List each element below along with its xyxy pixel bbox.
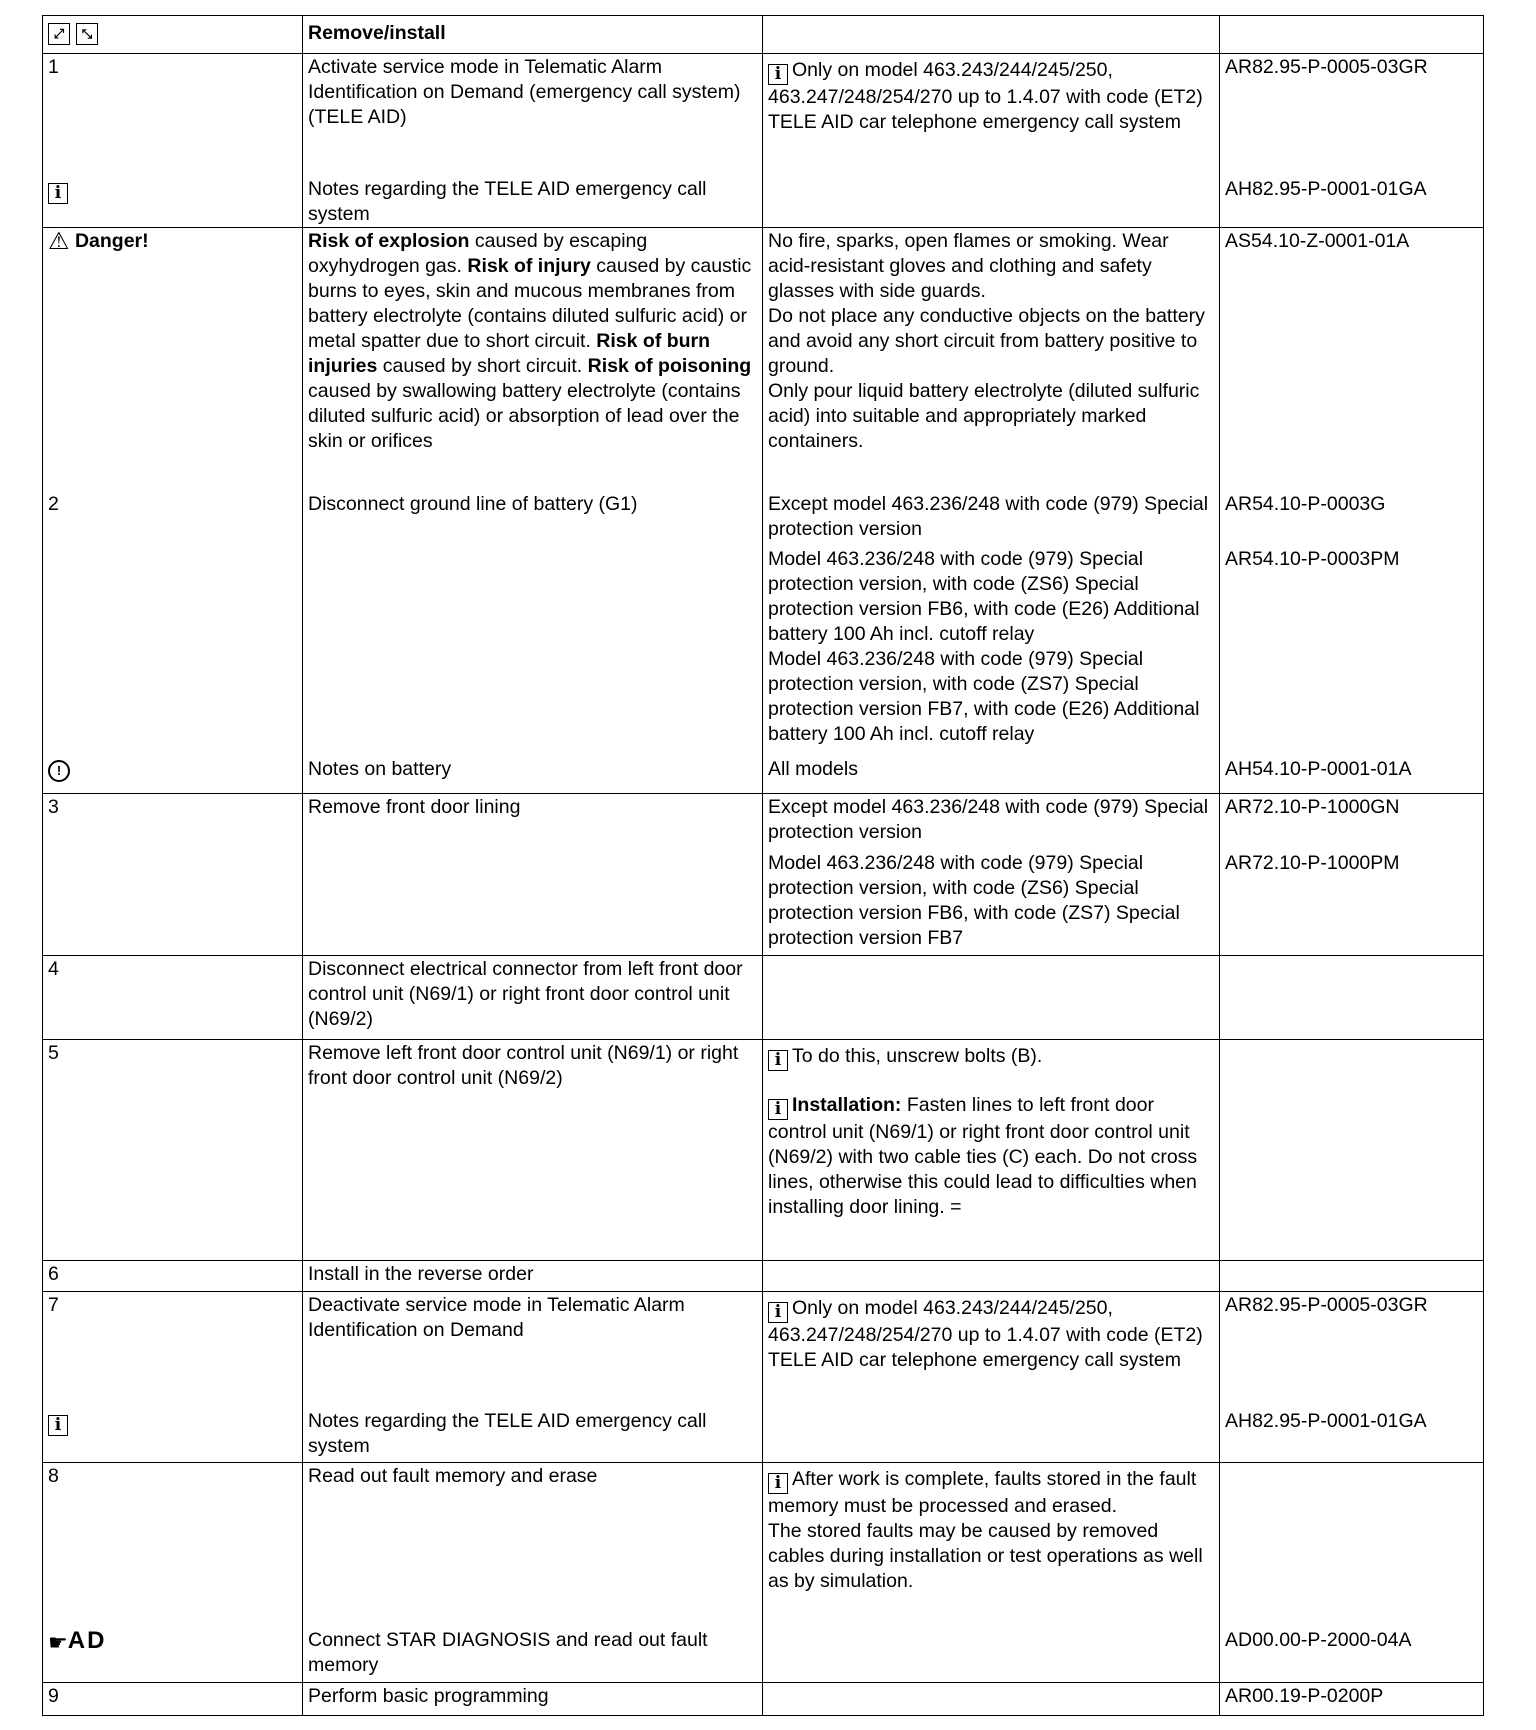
table-row [43, 1682, 1484, 1715]
doc-reference-link[interactable]: AH82.95-P-0001-01GA [1220, 1408, 1484, 1462]
diagnosis-label: AD [67, 1627, 107, 1654]
step-number: 1 [43, 54, 303, 176]
step-action: Disconnect electrical connector from left front door control unit (N69/1) or right front door control unit (N69/2) [303, 955, 763, 1039]
battery-note-icon: ! [48, 760, 70, 782]
collapse-all-icon[interactable]: ⤡ [76, 23, 98, 45]
step-action: Notes regarding the TELE AID emergency call system [303, 176, 763, 228]
step-action: Notes on battery [303, 756, 763, 793]
risk-text: caused by caustic burns to eyes, skin and mucous membranes from battery electrolyte (contains diluted sulfuric acid) or metal spatter due to short circuit. [308, 254, 752, 352]
step-action: Remove left front door control unit (N69/1) or right front door control unit (N69/2) [303, 1039, 763, 1260]
header-row [43, 16, 1484, 54]
doc-reference-link[interactable]: AR54.10-P-0003G [1220, 491, 1484, 546]
step-action: Remove front door lining [303, 793, 763, 850]
table-row [43, 1627, 1484, 1682]
safety-measures: No fire, sparks, open flames or smoking. Wear acid-resistant gloves and clothing and safety glasses with side guards. [768, 229, 1169, 302]
step-action: Install in the reverse order [303, 1260, 763, 1291]
risk-text: caused by escaping oxyhydrogen gas. [308, 229, 648, 277]
step-number: 5 [43, 1039, 303, 1260]
doc-reference-link[interactable]: AH54.10-P-0001-01A [1220, 756, 1484, 793]
step-note: Only on model 463.243/244/245/250, 463.247/248/254/270 up to 1.4.07 with code (ET2) TELE AID car telephone emergency call system [768, 1296, 1203, 1371]
step-number: 3 [43, 793, 303, 850]
step-action: Notes regarding the TELE AID emergency call system [303, 1408, 763, 1462]
step-number: 4 [43, 955, 303, 1039]
info-icon: i [48, 183, 68, 204]
danger-label: Danger! [74, 229, 149, 252]
step-action: Disconnect ground line of battery (G1) [303, 491, 763, 546]
table-row [43, 793, 1484, 850]
risk-heading: Risk of explosion [308, 229, 470, 252]
step-action: Perform basic programming [303, 1682, 763, 1715]
step-note: All models [763, 756, 1220, 793]
risk-text: caused by short circuit. [377, 354, 588, 377]
step-number: 2 [43, 491, 303, 546]
step-number: 7 [43, 1291, 303, 1408]
table-row [43, 491, 1484, 546]
table-row [43, 1291, 1484, 1408]
step-number: 9 [43, 1682, 303, 1715]
table-row [43, 1039, 1484, 1260]
table-row [43, 1260, 1484, 1291]
step-note: Only on model 463.243/244/245/250, 463.247/248/254/270 up to 1.4.07 with code (ET2) TELE AID car telephone emergency call system [768, 59, 1203, 133]
doc-reference-link[interactable]: AR82.95-P-0005-03GR [1220, 1291, 1484, 1408]
table-row [43, 850, 1484, 955]
step-note: The stored faults may be caused by removed cables during installation or test operations as well as by simulation. [768, 1519, 1203, 1592]
table-row [43, 546, 1484, 756]
step-action: Read out fault memory and erase [303, 1462, 763, 1627]
step-number: 8 [43, 1462, 303, 1627]
safety-measures: Do not place any conductive objects on the battery and avoid any short circuit from battery positive to ground. [768, 304, 1205, 377]
table-row [43, 955, 1484, 1039]
table-row [43, 176, 1484, 228]
step-action: Deactivate service mode in Telematic Alarm Identification on Demand [303, 1291, 763, 1408]
step-note: Except model 463.236/248 with code (979) Special protection version [763, 491, 1220, 546]
info-icon: i [768, 1050, 788, 1071]
table-row [43, 1462, 1484, 1627]
risk-heading: Risk of injury [467, 254, 591, 277]
pointing-hand-icon: ☛ [48, 1630, 68, 1655]
header-title: Remove/install [308, 22, 446, 44]
warning-triangle-icon: ⚠ [48, 227, 70, 255]
table-row [43, 1408, 1484, 1462]
step-note: To do this, unscrew bolts (B). [792, 1044, 1043, 1067]
info-icon: i [768, 1302, 788, 1323]
step-note: Model 463.236/248 with code (979) Special protection version, with code (ZS6) Special protection version FB6, with code (ZS7) Special protection version FB7 [763, 850, 1220, 955]
doc-reference-link[interactable]: AS54.10-Z-0001-01A [1220, 227, 1484, 491]
step-note: Model 463.236/248 with code (979) Special protection version, with code (ZS7) Special protection version FB7, with code (E26) Additional battery 100 Ah incl. cutoff relay [768, 648, 1200, 745]
risk-text: caused by swallowing battery electrolyte (contains diluted sulfuric acid) or absorption of lead over the skin or orifices [308, 379, 741, 452]
doc-reference-link[interactable]: AH82.95-P-0001-01GA [1220, 176, 1484, 228]
danger-row [43, 227, 1484, 491]
table-row [43, 756, 1484, 793]
installation-label: Installation: [792, 1093, 902, 1116]
step-action: Activate service mode in Telematic Alarm Identification on Demand (emergency call system) (TELE AID) [303, 54, 763, 176]
info-icon: i [48, 1415, 68, 1436]
expand-all-icon[interactable]: ⤢ [48, 23, 70, 45]
doc-reference-link[interactable]: AR72.10-P-1000GN [1220, 793, 1484, 850]
doc-reference-link[interactable]: AR82.95-P-0005-03GR [1220, 54, 1484, 176]
info-icon: i [768, 1099, 788, 1120]
step-note: Fasten lines to left front door control unit (N69/1) or right front door control unit (N69/2) with two cable ties (C) each. Do not cross lines, otherwise this could lead to difficulties when installing door lining. = [768, 1093, 1198, 1218]
doc-reference-link[interactable]: AD00.00-P-2000-04A [1220, 1627, 1484, 1682]
info-icon: i [768, 1473, 788, 1494]
table-row [43, 54, 1484, 176]
step-number: 6 [43, 1260, 303, 1291]
procedure-table [42, 15, 1484, 1716]
step-note: After work is complete, faults stored in the fault memory must be processed and erased. [768, 1467, 1197, 1517]
info-icon: i [768, 64, 788, 85]
safety-measures: Only pour liquid battery electrolyte (diluted sulfuric acid) into suitable and appropriately marked containers. [768, 379, 1200, 452]
step-note: Model 463.236/248 with code (979) Special protection version, with code (ZS6) Special protection version FB6, with code (E26) Additional battery 100 Ah incl. cutoff relay [768, 548, 1200, 645]
doc-reference-link[interactable]: AR00.19-P-0200P [1220, 1682, 1484, 1715]
risk-heading: Risk of poisoning [587, 354, 752, 377]
step-action: Connect STAR DIAGNOSIS and read out fault memory [303, 1627, 763, 1682]
doc-reference-link[interactable]: AR54.10-P-0003PM [1220, 546, 1484, 756]
risk-heading: Risk of burn injuries [308, 329, 711, 377]
danger-text [303, 227, 763, 491]
doc-reference-link[interactable]: AR72.10-P-1000PM [1220, 850, 1484, 955]
step-note: Except model 463.236/248 with code (979) Special protection version [763, 793, 1220, 850]
